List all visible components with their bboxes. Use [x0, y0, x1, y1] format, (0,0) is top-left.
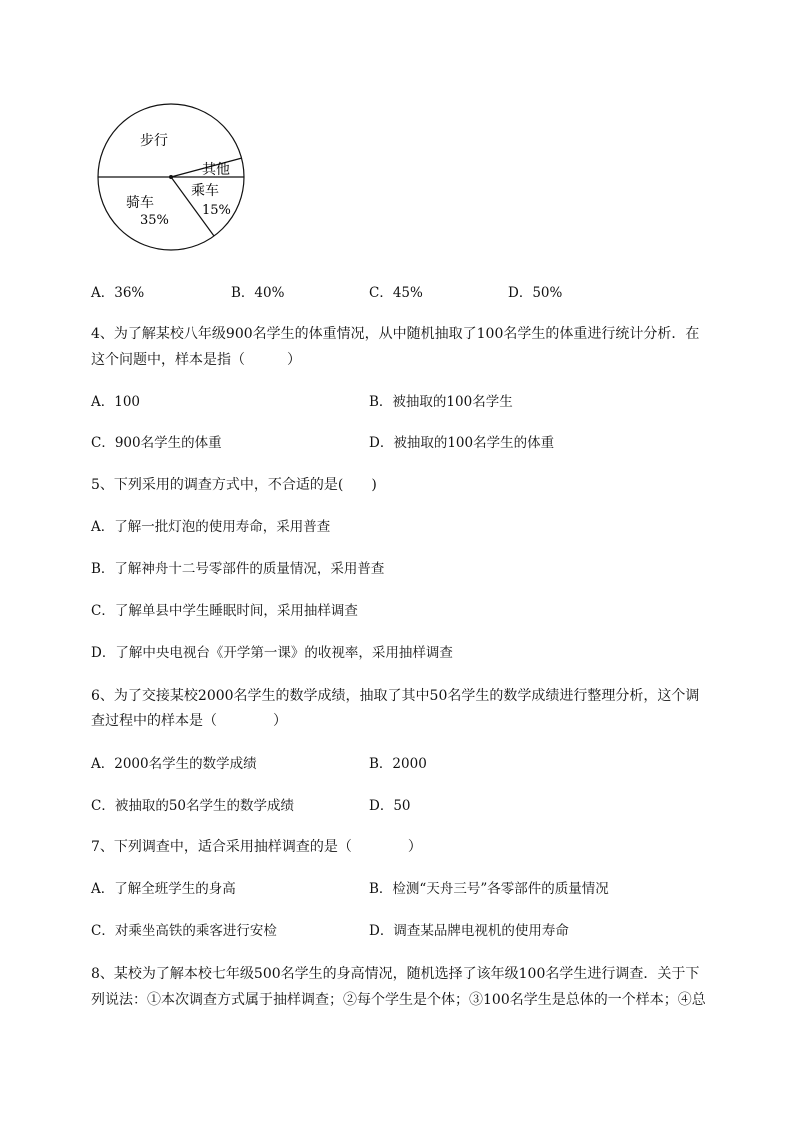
q3-option-a: A．36%	[91, 285, 145, 301]
q4-option-a: A．100	[91, 394, 141, 410]
q4-option-d: D．被抽取的100名学生的体重	[369, 435, 555, 451]
q3-option-c: C．45%	[369, 285, 423, 301]
pie-center	[169, 175, 173, 179]
q6-option-d: D．50	[369, 798, 411, 814]
q5-stem: 5、下列采用的调查方式中，不合适的是( )	[91, 477, 377, 493]
q5-option-a: A．了解一批灯泡的使用寿命，采用普查	[91, 519, 331, 535]
q4-option-c: C．900名学生的体重	[91, 435, 222, 451]
q7-option-a: A．了解全班学生的身高	[91, 881, 236, 897]
q7-stem: 7、下列调查中，适合采用抽样调查的是（ ）	[91, 839, 422, 855]
slice-value-bus: 15%	[202, 203, 231, 218]
q7-option-b: B．检测“天舟三号”各零部件的质量情况	[369, 881, 609, 897]
q3-option-b: B．40%	[231, 285, 285, 301]
slice-label-bus: 乘车	[191, 183, 219, 199]
q6-stem-line-1: 6、为了交接某校2000名学生的数学成绩，抽取了其中50名学生的数学成绩进行整理分析，这个调	[91, 688, 700, 704]
slice-label-walk: 步行	[140, 133, 168, 149]
q4-stem-line-1: 4、为了解某校八年级900名学生的体重情况，从中随机抽取了100名学生的体重进行统计分析．在	[91, 326, 700, 342]
q6-option-c: C．被抽取的50名学生的数学成绩	[91, 798, 295, 814]
q6-stem-line-2: 查过程中的样本是（ ）	[91, 713, 287, 729]
slice-label-bike: 骑车	[126, 195, 154, 211]
q5-option-b: B．了解神舟十二号零部件的质量情况，采用普查	[91, 561, 385, 577]
q8-stem-line-2: 列说法：①本次调查方式属于抽样调查；②每个学生是个体；③100名学生是总体的一个样本；④总	[91, 992, 706, 1008]
pie-svg	[96, 102, 246, 252]
q8-stem-line-1: 8、某校为了解本校七年级500名学生的身高情况，随机选择了该年级100名学生进行调查．关于下	[91, 966, 700, 982]
q3-option-d: D．50%	[508, 285, 563, 301]
slice-value-bike: 35%	[140, 213, 169, 228]
q4-option-b: B．被抽取的100名学生	[369, 394, 513, 410]
q7-option-d: D．调查某品牌电视机的使用寿命	[369, 923, 569, 939]
pie-chart	[96, 102, 246, 252]
q5-option-c: C．了解单县中学生睡眠时间，采用抽样调查	[91, 603, 358, 619]
q4-stem-line-2: 这个问题中，样本是指（ ）	[91, 352, 301, 368]
slice-label-other: 其他	[202, 162, 230, 178]
q5-option-d: D．了解中央电视台《开学第一课》的收视率，采用抽样调查	[91, 645, 453, 661]
q6-option-b: B．2000	[369, 756, 427, 772]
q6-option-a: A．2000名学生的数学成绩	[91, 756, 257, 772]
q7-option-c: C．对乘坐高铁的乘客进行安检	[91, 923, 277, 939]
